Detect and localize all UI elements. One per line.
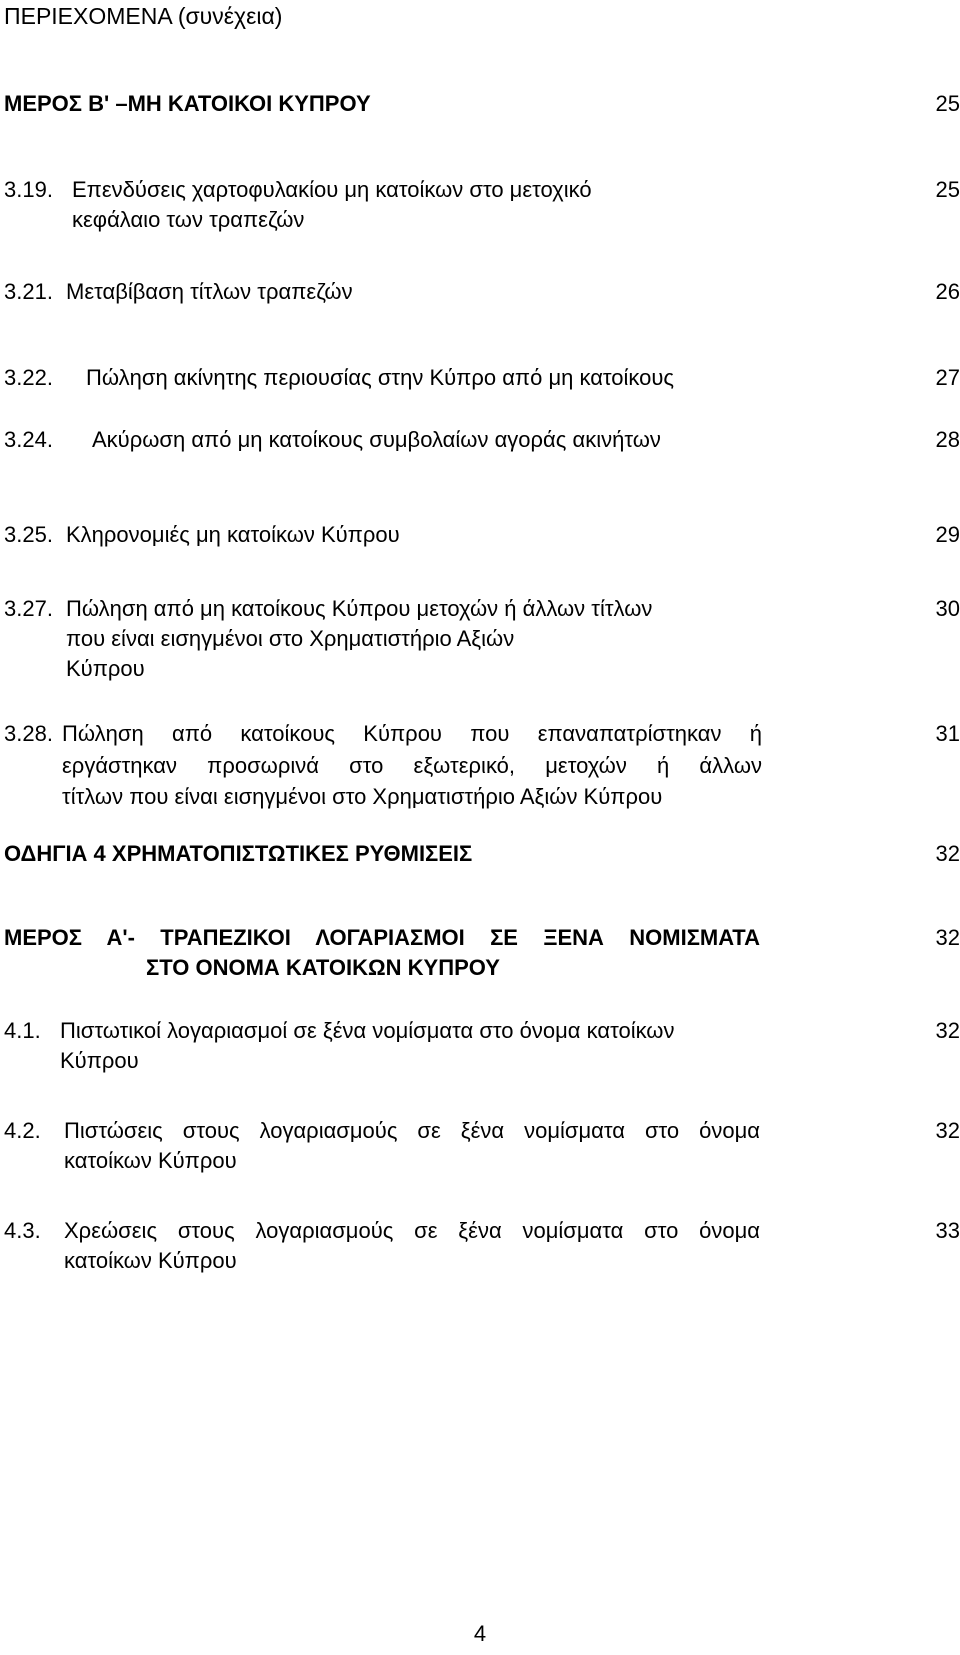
toc-entry-page: 25 bbox=[935, 177, 960, 202]
toc-entry-page: 29 bbox=[935, 522, 960, 547]
toc-entry-title-line: Ακύρωση από μη κατοίκους συμβολαίων αγοράς ακινήτων bbox=[92, 427, 661, 452]
toc-entry-title-line: Μεταβίβαση τίτλων τραπεζών bbox=[66, 279, 353, 304]
toc-entry-title: ΟΔΗΓΙΑ 4 ΧΡΗΜΑΤΟΠΙΣΤΩΤΙΚΕΣ ΡΥΘΜΙΣΕΙΣ bbox=[4, 841, 473, 866]
toc-entry-title-line: Πώληση ακίνητης περιουσίας στην Κύπρο από μη κατοίκους bbox=[86, 365, 675, 390]
toc-entry-page: 26 bbox=[935, 279, 960, 304]
toc-entry-page: 32 bbox=[935, 1018, 960, 1043]
page-title: ΠΕΡΙΕΧΟΜΕΝΑ (συνέχεια) bbox=[4, 3, 283, 29]
toc-entry-number: 3.27. bbox=[4, 596, 53, 621]
toc-entry-title-line: εργάστηκαν προσωρινά στο εξωτερικό, μετοχών ή άλλων bbox=[62, 753, 762, 778]
toc-entry-page: 32 bbox=[935, 841, 960, 866]
toc-entry-title-line: κεφάλαιο των τραπεζών bbox=[72, 207, 305, 232]
toc-entry-title-line: κατοίκων Κύπρου bbox=[64, 1148, 237, 1173]
toc-entry-number: 4.2. bbox=[4, 1118, 41, 1143]
toc-entry-page: 32 bbox=[935, 925, 960, 950]
toc-entry-title-line: Πώληση από μη κατοίκους Κύπρου μετοχών ή άλλων τίτλων bbox=[66, 596, 653, 621]
toc-entry-title-line: τίτλων που είναι εισηγμένοι στο Χρηματιστήριο Αξιών Κύπρου bbox=[62, 784, 663, 809]
toc-entry-number: 3.22. bbox=[4, 365, 53, 390]
toc-entry-title-line: Πώληση από κατοίκους Κύπρου που επαναπατρίστηκαν ή bbox=[62, 721, 762, 746]
toc-entry-title-line: Επενδύσεις χαρτοφυλακίου μη κατοίκων στο μετοχικό bbox=[72, 177, 592, 202]
toc-entry-title: ΣΤΟ ΟΝΟΜΑ ΚΑΤΟΙΚΩΝ ΚΥΠΡΟΥ bbox=[146, 955, 500, 980]
toc-entry-title: ΜΕΡΟΣ Α'- ΤΡΑΠΕΖΙΚΟΙ ΛΟΓΑΡΙΑΣΜΟΙ ΣΕ ΞΕΝΑ ΝΟΜΙΣΜΑΤΑ bbox=[4, 925, 760, 950]
toc-entry-title-line: Πιστωτικοί λογαριασμοί σε ξένα νομίσματα στο όνομα κατοίκων bbox=[60, 1018, 675, 1043]
toc-entry-title-line: Κύπρου bbox=[66, 656, 145, 681]
toc-entry-page: 33 bbox=[935, 1218, 960, 1243]
toc-entry-number: 3.28. bbox=[4, 721, 53, 746]
toc-entry-page: 27 bbox=[935, 365, 960, 390]
footer-page-number: 4 bbox=[473, 1621, 487, 1646]
toc-entry-number: 3.19. bbox=[4, 177, 53, 202]
toc-entry-page: 25 bbox=[935, 91, 960, 116]
toc-entry-page: 31 bbox=[935, 721, 960, 746]
toc-entry-number: 3.21. bbox=[4, 279, 53, 304]
toc-entry-title-line: που είναι εισηγμένοι στο Χρηματιστήριο Αξιών bbox=[66, 626, 515, 651]
toc-entry-number: 3.24. bbox=[4, 427, 53, 452]
toc-entry-number: 3.25. bbox=[4, 522, 53, 547]
toc-entry-number: 4.1. bbox=[4, 1018, 41, 1043]
toc-entry-title-line: Πιστώσεις στους λογαριασμούς σε ξένα νομίσματα στο όνομα bbox=[64, 1118, 760, 1143]
toc-entry-title-line: Χρεώσεις στους λογαριασμούς σε ξένα νομίσματα στο όνομα bbox=[64, 1218, 760, 1243]
toc-entry-number: 4.3. bbox=[4, 1218, 41, 1243]
toc-entry-page: 32 bbox=[935, 1118, 960, 1143]
toc-entry-title-line: κατοίκων Κύπρου bbox=[64, 1248, 237, 1273]
toc-entry-title-line: Κληρονομιές μη κατοίκων Κύπρου bbox=[66, 522, 400, 547]
toc-entry-page: 28 bbox=[935, 427, 960, 452]
toc-entry-title-line: Κύπρου bbox=[60, 1048, 139, 1073]
toc-entry-page: 30 bbox=[935, 596, 960, 621]
toc-entry-title: ΜΕΡΟΣ Β' –ΜΗ ΚΑΤΟΙΚΟΙ ΚΥΠΡΟΥ bbox=[4, 91, 371, 116]
